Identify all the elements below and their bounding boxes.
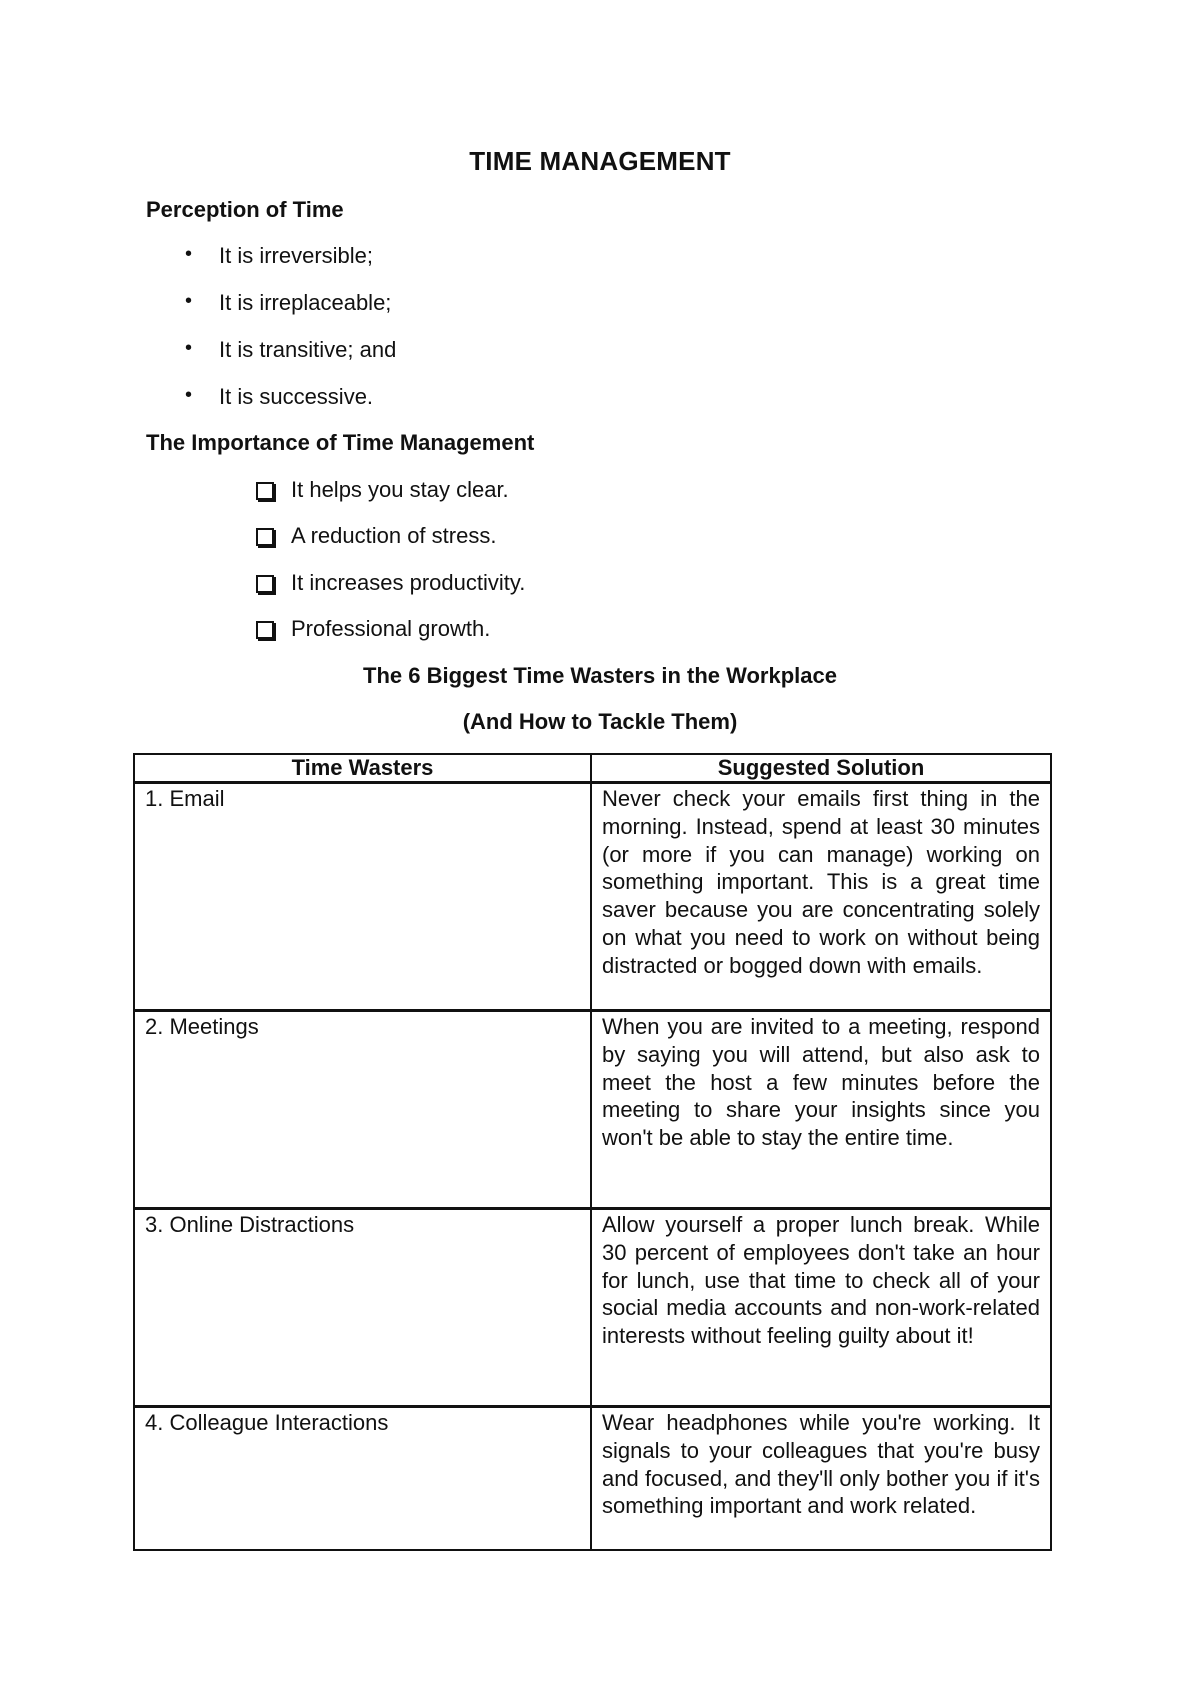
importance-item-text: Professional growth.: [291, 616, 491, 641]
perception-item-text: It is successive.: [219, 384, 374, 409]
waster-cell: 4. Colleague Interactions: [134, 1407, 591, 1551]
table-row: [134, 783, 1051, 1011]
checkbox-icon: [256, 575, 274, 593]
perception-item-text: It is transitive; and: [219, 337, 397, 362]
wasters-subheading: (And How to Tackle Them): [462, 709, 738, 734]
time-wasters-table: [133, 753, 1052, 1551]
checkbox-icon: [256, 528, 274, 546]
table-header-row: [134, 754, 1051, 783]
table-row: [134, 1209, 1051, 1407]
waster-cell: 1. Email: [134, 783, 591, 1011]
table-row: [134, 1011, 1051, 1209]
checkbox-icon: [256, 621, 274, 639]
column-header-suggested-solution: Suggested Solution: [591, 754, 1051, 783]
importance-item-text: A reduction of stress.: [291, 523, 497, 548]
perception-item-text: It is irreplaceable;: [219, 290, 392, 315]
table-row: [134, 1407, 1051, 1551]
solution-cell: Never check your emails first thing in the morning. Instead, spend at least 30 minutes (or more if you can manage) working on something important. This is a great time saver because you are concentrating solely on what you need to work on without being distracted or bogged down with emails.: [591, 783, 1051, 1011]
bullet-icon: •: [185, 337, 193, 359]
importance-item-text: It helps you stay clear.: [291, 477, 509, 502]
solution-cell: Wear headphones while you're working. It signals to your colleagues that you're busy and focused, and they'll only bother you if it's something important and work related.: [591, 1407, 1051, 1551]
wasters-heading: The 6 Biggest Time Wasters in the Workplace: [363, 663, 837, 688]
column-header-time-wasters: Time Wasters: [134, 754, 591, 783]
bullet-icon: •: [185, 243, 193, 265]
solution-cell: Allow yourself a proper lunch break. While 30 percent of employees don't take an hour for lunch, use that time to check all of your social media accounts and non-work-related interests without feeling guilty about it!: [591, 1209, 1051, 1407]
importance-heading: The Importance of Time Management: [146, 430, 535, 455]
waster-cell: 2. Meetings: [134, 1011, 591, 1209]
solution-cell: When you are invited to a meeting, respond by saying you will attend, but also ask to meet the host a few minutes before the meeting to share your insights since you won't be able to stay the entire time.: [591, 1011, 1051, 1209]
document-title: TIME MANAGEMENT: [469, 146, 731, 176]
perception-heading: Perception of Time: [146, 197, 344, 222]
bullet-icon: •: [185, 384, 193, 406]
checkbox-icon: [256, 482, 274, 500]
perception-item-text: It is irreversible;: [219, 243, 374, 268]
bullet-icon: •: [185, 290, 193, 312]
importance-item-text: It increases productivity.: [291, 570, 526, 595]
waster-cell: 3. Online Distractions: [134, 1209, 591, 1407]
